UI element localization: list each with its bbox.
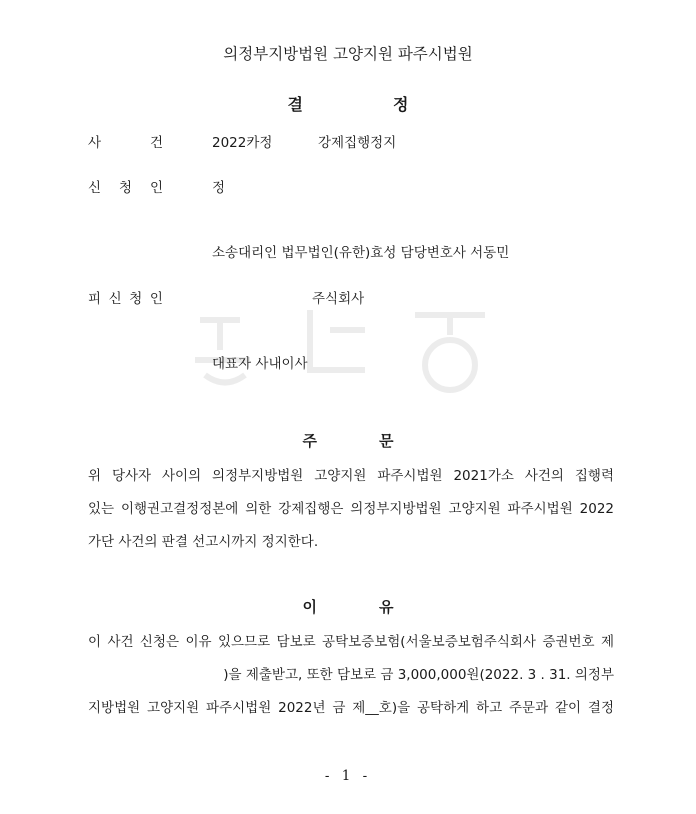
reason-line-2: )을 제출받고, 또한 담보로 금 3,000,000원(2022. 3 . 31. 의정부 [223, 667, 614, 683]
order-line-3: 가단 사건의 판결 선고시까지 정지한다. [88, 534, 319, 550]
case-label: 사 건 [88, 135, 163, 151]
reason-title: 이 유 [302, 598, 394, 616]
respondent-representative: 대표자 사내이사 [212, 356, 308, 372]
order-line-2: 있는 이행권고결정정본에 의한 강제집행은 의정부지방법원 고양지원 파주시법원 2022 [88, 501, 614, 517]
case-number: 2022카정 [212, 135, 273, 151]
applicant-name: 정 [212, 180, 226, 196]
document-type: 결정 [287, 95, 499, 114]
court-name: 의정부지방법원 고양지원 파주시법원 [223, 45, 473, 63]
case-name: 강제집행정지 [318, 135, 397, 151]
respondent-label: 피 신 청 인 [88, 291, 163, 307]
reason-line-3: 지방법원 고양지원 파주시법원 2022년 금 제__호)을 공탁하게 하고 주문과 같이 결정 [88, 700, 614, 716]
reason-line-1: 이 사건 신청은 이유 있으므로 담보로 공탁보증보험(서울보증보험주식회사 증권번호 제 [88, 634, 614, 650]
applicant-agent: 소송대리인 법무법인(유한)효성 담당변호사 서동민 [212, 245, 510, 261]
order-line-1: 위 당사자 사이의 의정부지방법원 고양지원 파주시법원 2021가소 사건의 집행력 [88, 468, 614, 484]
applicant-label: 신 청 인 [88, 180, 163, 196]
page-number: - 1 - [324, 768, 372, 784]
respondent-name: 주식회사 [312, 291, 365, 307]
order-title: 주 문 [302, 432, 394, 450]
